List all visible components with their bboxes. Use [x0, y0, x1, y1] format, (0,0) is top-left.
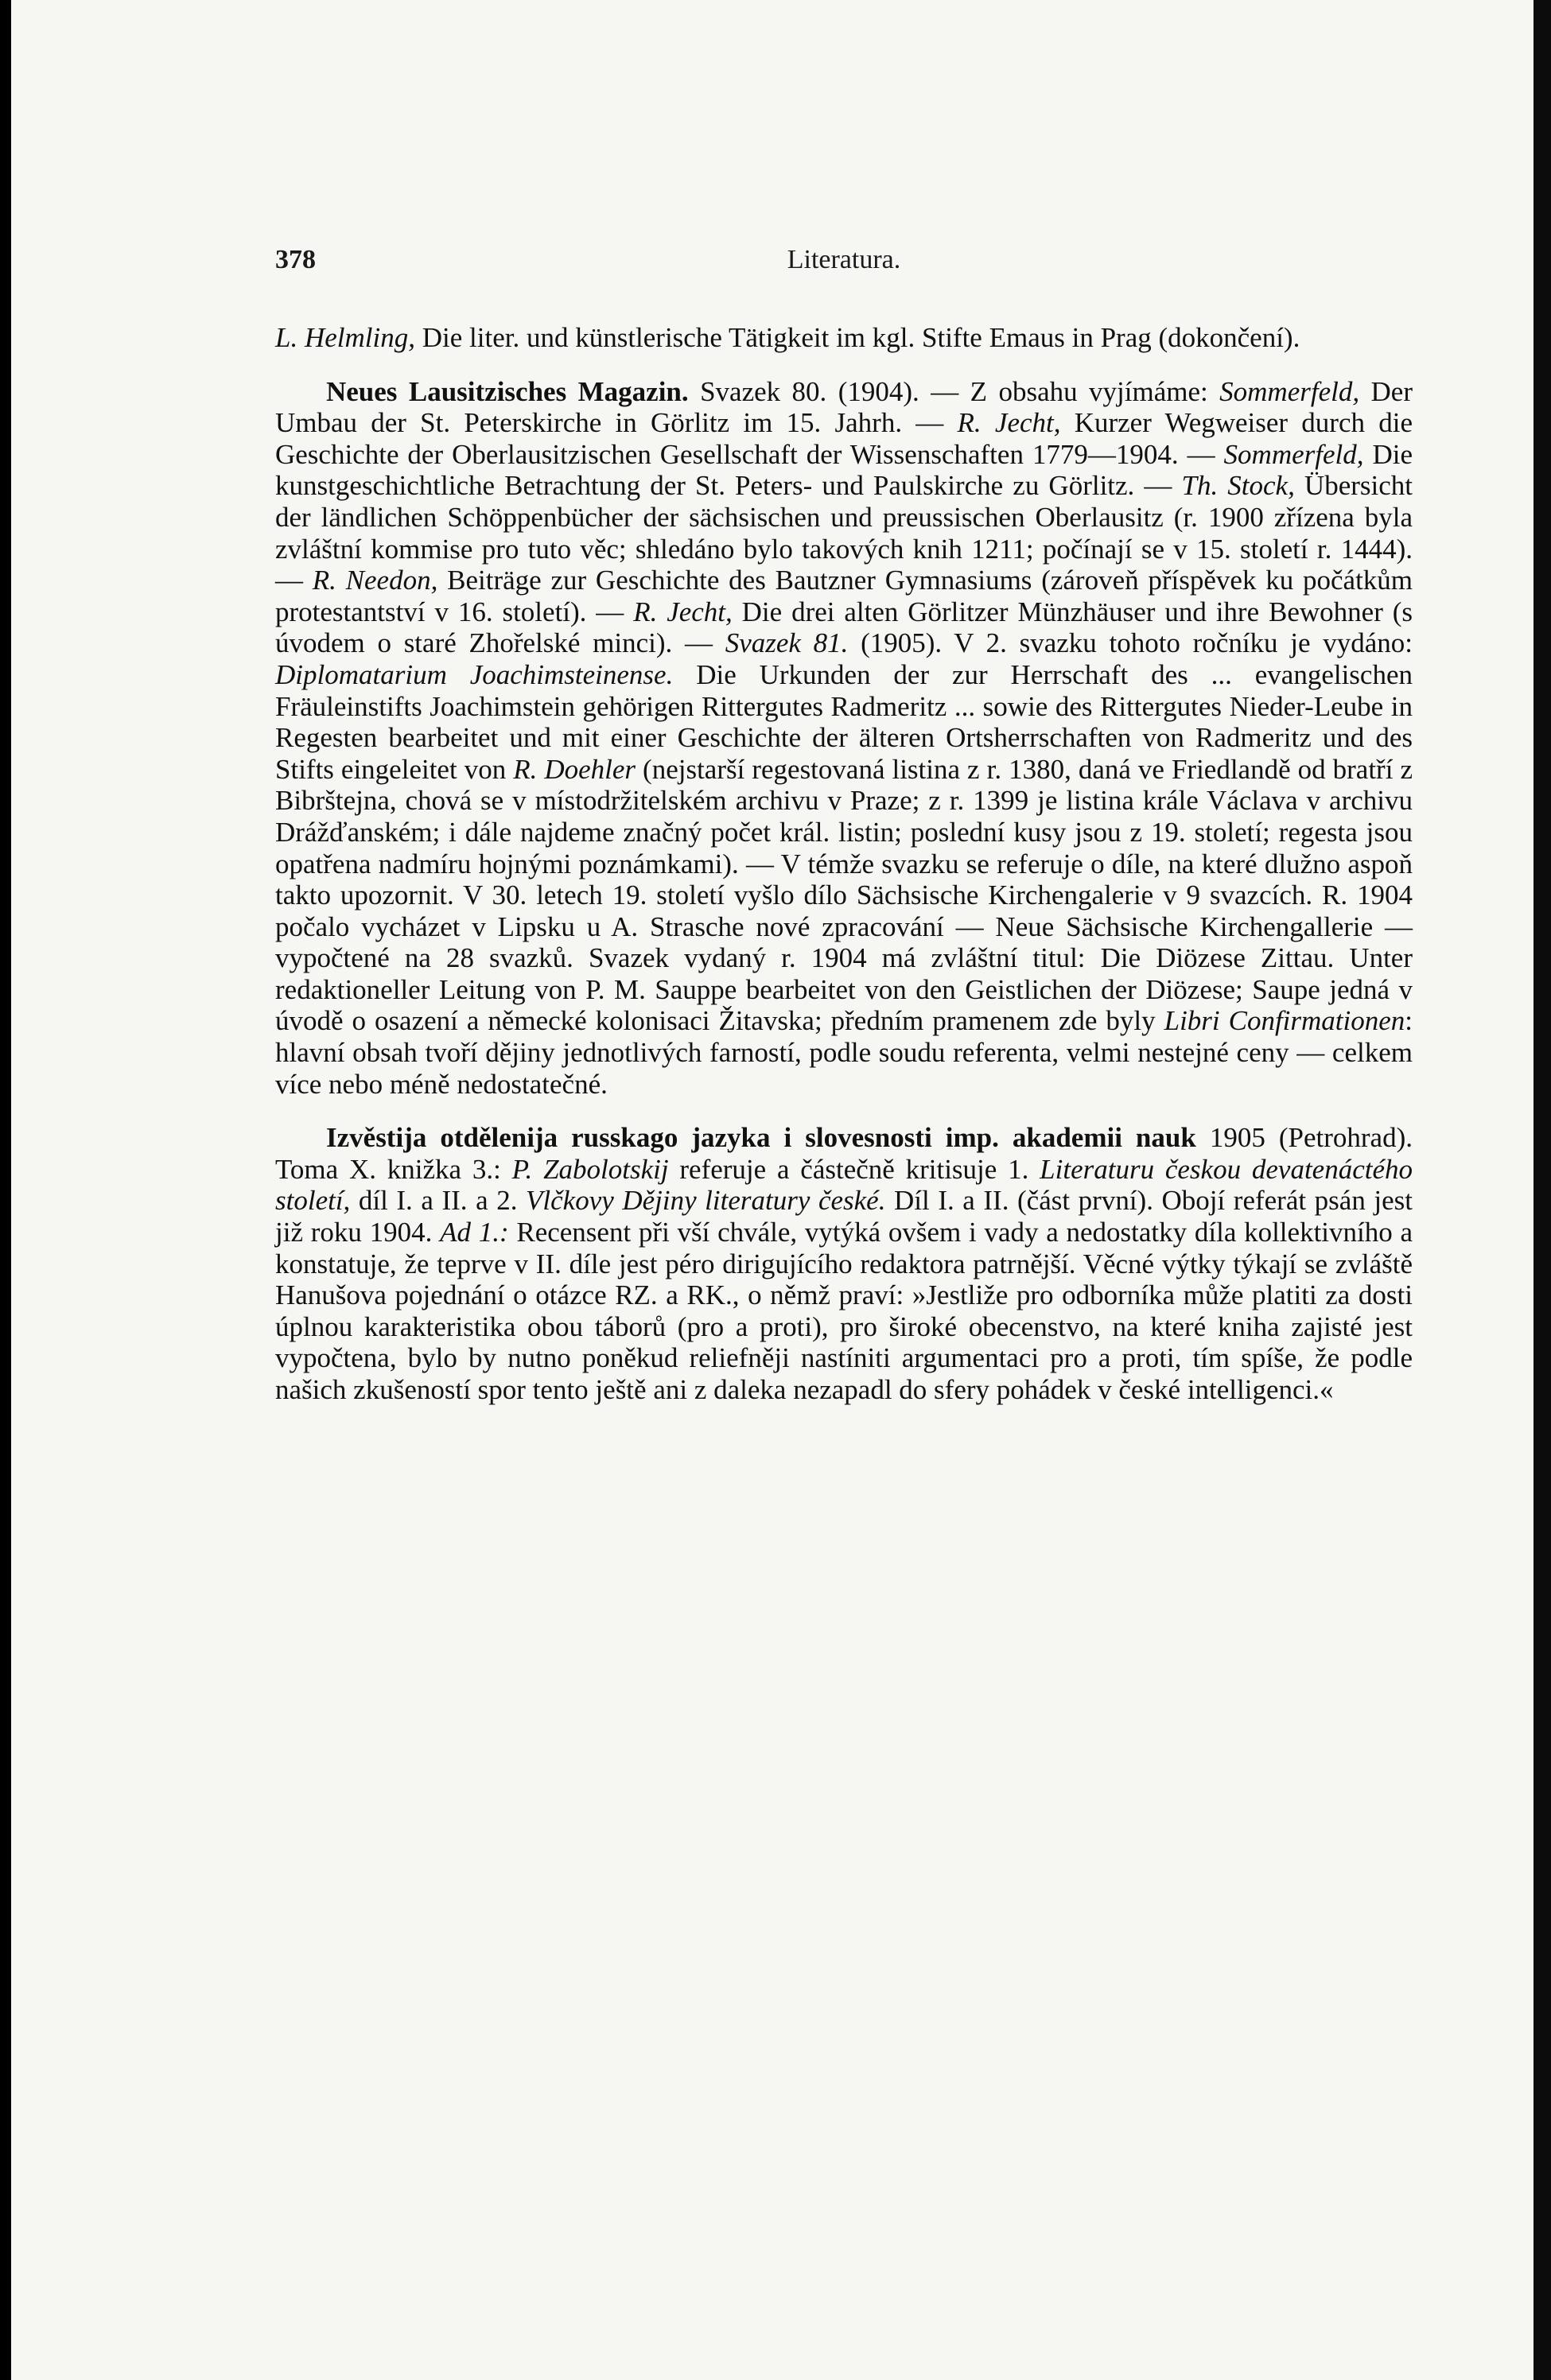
- entry-text: (nejstarší regestovaná listina z r. 1380, daná ve Friedlandě od bratří z Bibrštejna, chová se v místodržitelském archivu v Praze; z r. 1399 je listina krále Václava v archivu Drážďanském; i dále najdeme značný počet král. listin; poslední kusy jsou z 19. století; regesta jsou opatřena nadmíru hojnými poznámkami). — V témže svazku se referuje o díle, na které dlužno aspoň takto upozornit. V 30. letech 19. století vyšlo dílo Sächsische Kirchengalerie v 9 svazcích. R. 1904 počalo vycházet v Lipsku u A. Strasche nové zpracování — Neue Sächsische Kirchengallerie — vypočtené na 28 svazků. Svazek vydaný r. 1904 má zvláštní titul: Die Diözese Zittau. Unter redaktioneller Leitung von P. M. Sauppe bearbeitet von den Geistlichen der Diözese; Saupe jedná v úvodě o osazení a německé kolonisaci Žitavska; předním pramenem zde byly: [275, 753, 1413, 1037]
- running-title: Literatura.: [787, 245, 901, 274]
- author: Sommerfeld,: [1223, 438, 1364, 470]
- entry-text: Die liter. und künstlerische Tätigkeit im kgl. Stifte Emaus in Prag (dokončení).: [414, 322, 1300, 353]
- page-header: [275, 245, 1413, 285]
- page-body: [275, 322, 1413, 1428]
- entry-text: Die drei alten Görlitzer Münzhäuser und ihre Bewohner (s úvodem o staré Zhořelské minci). —: [275, 596, 1413, 659]
- entry-text: : hlavní obsah tvoří dějiny jednotlivých farností, podle soudu referenta, velmi nestejné ceny — celkem více nebo méně nedostatečné.: [275, 1005, 1413, 1100]
- entry-lausitzisches-magazin: [275, 376, 1413, 1101]
- author: R. Needon,: [312, 565, 438, 596]
- work-title: Vlčkovy Dějiny literatury české.: [526, 1185, 886, 1217]
- entry-text: (1905). V 2. svazku tohoto ročníku je vydáno:: [848, 627, 1413, 659]
- entry-text: Kurzer Wegweiser durch die Geschichte der Oberlausitzischen Gesellschaft der Wissenschaften 1779—1904. —: [275, 407, 1413, 470]
- work-title: Diplomatarium Joachimsteinense.: [275, 658, 674, 690]
- entry-izvestija: [275, 1122, 1413, 1405]
- author: L. Helmling,: [275, 322, 415, 353]
- author: R. Jecht,: [957, 407, 1061, 439]
- journal-title: Izvěstija otdělenija russkago jazyka i slovesnosti imp. akademii nauk: [326, 1122, 1196, 1154]
- entry-text: 1905 (Petrohrad). Toma X. knižka 3.:: [275, 1122, 1413, 1185]
- reference: Ad 1.:: [440, 1217, 509, 1248]
- entry-text: Die Urkunden der zur Herrschaft des ... evangelischen Fräuleinstifts Joachimstein gehörigen Rittergutes Radmeritz ... sowie des Rittergutes Nieder-Leube in Regesten bearbeitet und mit einer Geschichte der älteren Ortsherrschaften von Radmeritz und des Stifts eingeleitet von: [275, 658, 1413, 785]
- author: R. Jecht,: [633, 596, 733, 627]
- author: Th. Stock,: [1181, 470, 1295, 502]
- page-number: 378: [275, 245, 316, 274]
- entry-text: Die kunstgeschichtliche Betrachtung der St. Peters- und Paulskirche zu Görlitz. —: [275, 438, 1413, 502]
- entry-helmling: [275, 322, 1413, 354]
- author: Sommerfeld,: [1219, 375, 1360, 407]
- entry-text: Übersicht der ländlichen Schöppenbücher der sächsischen und preussischen Oberlausitz (r. 1900 zřízena byla zvláštní kommise pro tuto věc; shledáno bylo takových knih 1211; počínají se v 15. století r. 1444). —: [275, 470, 1413, 596]
- entry-text: Beiträge zur Geschichte des Bautzner Gymnasiums (zároveň příspěvek ku počátkům protestantství v 16. století). —: [275, 565, 1413, 627]
- entry-text: Svazek 80. (1904). — Z obsahu vyjímáme:: [688, 375, 1220, 407]
- work-title: Libri Confirmationen: [1164, 1005, 1405, 1037]
- entry-text: referuje a částečně kritisuje 1.: [668, 1153, 1040, 1185]
- work-title: Literaturu českou devatenáctého století,: [275, 1153, 1413, 1217]
- journal-title: Neues Lausitzisches Magazin.: [326, 375, 689, 407]
- author: R. Doehler: [513, 753, 636, 785]
- entry-text: Der Umbau der St. Peterskirche in Görlitz im 15. Jahrh. —: [275, 375, 1413, 439]
- scan-edge: [1534, 0, 1551, 2380]
- volume: Svazek 81.: [725, 627, 849, 659]
- entry-text: Díl I. a II. (část první). Obojí referát psán jest již roku 1904.: [275, 1185, 1413, 1248]
- entry-text: díl I. a II. a 2.: [350, 1185, 527, 1217]
- author: P. Zabolotskij: [511, 1153, 669, 1185]
- entry-text: Recensent při vší chvále, vytýká ovšem i vady a nedostatky díla kollektivního a konstatuje, že teprve v II. díle jest péro dirigujícího redaktora patrnější. Věcné výtky týkají se zvláště Hanušova pojednání o otázce RZ. a RK., o němž praví: »Jestliže pro odborníka může platiti za dosti úplnou karakteristika obou táborů (pro a proti), pro široké obecenstvo, na které kniha zajisté jest vypočtena, bylo by nutno poněkud reliefněji nastíniti argumentaci pro a proti, tím spíše, že podle našich zkušeností spor tento ještě ani z daleka nezapadl do sfery pohádek v české intelligenci.«: [275, 1217, 1413, 1405]
